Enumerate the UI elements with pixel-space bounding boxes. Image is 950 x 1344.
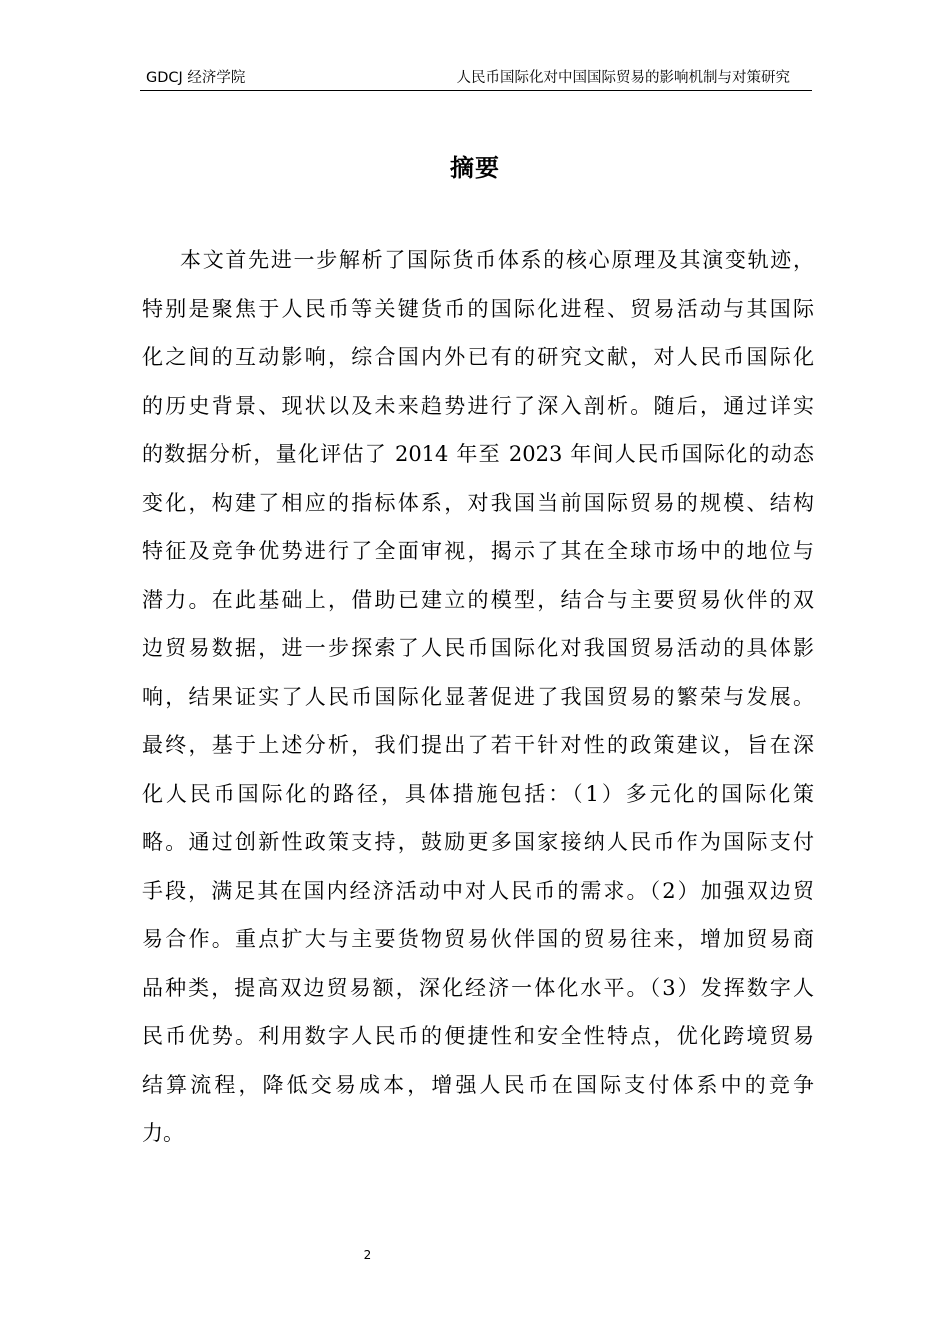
abstract-line: 略。通过创新性政策支持，鼓励更多国家接纳人民币作为国际支付 — [142, 830, 814, 854]
abstract-line: 力。 — [142, 1121, 184, 1145]
abstract-line: 边贸易数据，进一步探索了人民币国际化对我国贸易活动的具体影 — [142, 636, 814, 660]
abstract-title: 摘要 — [450, 154, 500, 182]
abstract-line: 结算流程，降低交易成本，增强人民币在国际支付体系中的竞争 — [142, 1072, 814, 1097]
abstract-line: 易合作。重点扩大与主要货物贸易伙伴国的贸易往来，增加贸易商 — [142, 927, 814, 951]
abstract-line: 潜力。在此基础上，借助已建立的模型，结合与主要贸易伙伴的双 — [142, 587, 814, 612]
page-header — [140, 66, 812, 91]
abstract-line: 手段，满足其在国内经济活动中对人民币的需求。（2）加强双边贸 — [142, 878, 814, 903]
abstract-line: 的数据分析，量化评估了 2014 年至 2023 年间人民币国际化的动态 — [142, 442, 814, 466]
abstract-line: 最终，基于上述分析，我们提出了若干针对性的政策建议，旨在深 — [142, 733, 814, 757]
abstract-line: 特征及竞争优势进行了全面审视，揭示了其在全球市场中的地位与 — [142, 539, 814, 563]
header-institution: GDCJ 经济学院 — [146, 70, 246, 86]
abstract-line: 民币优势。利用数字人民币的便捷性和安全性特点，优化跨境贸易 — [142, 1024, 814, 1048]
abstract-line: 化之间的互动影响，综合国内外已有的研究文献，对人民币国际化 — [142, 345, 814, 369]
abstract-line: 的历史背景、现状以及未来趋势进行了深入剖析。随后，通过详实 — [142, 393, 814, 418]
abstract-line: 特别是聚焦于人民币等关键货币的国际化进程、贸易活动与其国际 — [142, 296, 814, 321]
abstract-line: 化人民币国际化的路径，具体措施包括：（1）多元化的国际化策 — [142, 781, 814, 806]
header-thesis-title: 人民币国际化对中国国际贸易的影响机制与对策研究 — [456, 70, 790, 86]
abstract-line: 变化，构建了相应的指标体系，对我国当前国际贸易的规模、结构 — [142, 490, 814, 515]
abstract-line: 品种类，提高双边贸易额，深化经济一体化水平。（3）发挥数字人 — [142, 975, 814, 1000]
abstract-body — [142, 236, 814, 1158]
abstract-line: 本文首先进一步解析了国际货币体系的核心原理及其演变轨迹， — [180, 248, 814, 272]
page-number: 2 — [363, 1248, 372, 1262]
abstract-line: 响，结果证实了人民币国际化显著促进了我国贸易的繁荣与发展。 — [142, 684, 814, 709]
